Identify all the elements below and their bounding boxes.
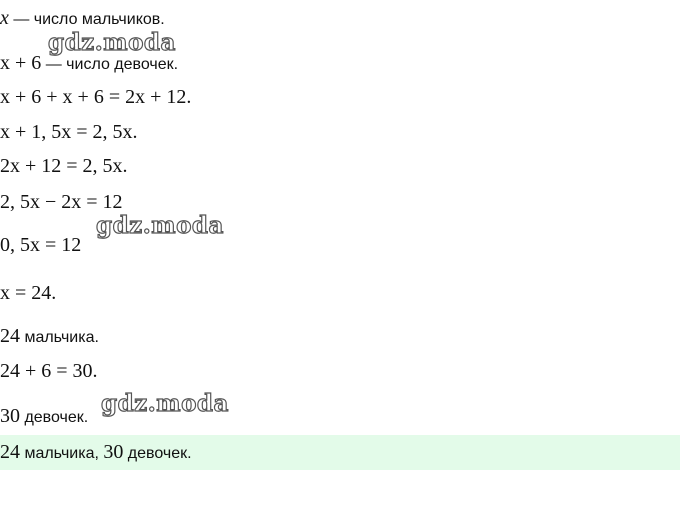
line-sum-equation: x + 6 + x + 6 = 2x + 12.: [0, 86, 192, 108]
line-new-girls-equation: x + 1, 5x = 2, 5x.: [0, 121, 138, 143]
line-girls-count: [0, 405, 88, 429]
watermark: gdz.moda: [101, 390, 229, 417]
line-text: — число мальчиков.: [8, 11, 165, 28]
line-equation-result: 0, 5x = 12: [0, 234, 82, 256]
line-text: девочек.: [20, 409, 89, 426]
answer-boys-number: 24: [0, 441, 20, 463]
math-expression: 24: [0, 325, 20, 347]
answer-boys-label: мальчика,: [20, 445, 104, 462]
answer-girls-number: 30: [103, 441, 124, 463]
line-text: — число девочек.: [41, 56, 179, 73]
watermark: gdz.moda: [96, 212, 224, 239]
line-equation-simplify: 2, 5x − 2x = 12: [0, 191, 123, 213]
line-text: мальчика.: [20, 329, 99, 346]
math-expression: 30: [0, 405, 20, 427]
math-expression: x + 6: [0, 52, 42, 74]
line-solution-x: x = 24.: [0, 282, 57, 304]
line-girls-calculation: 24 + 6 = 30.: [0, 360, 98, 382]
line-boys-definition: [0, 7, 165, 31]
line-boys-count: [0, 325, 99, 349]
watermark: gdz.moda: [48, 29, 176, 56]
answer-highlight: [0, 435, 680, 470]
answer-text: [0, 441, 192, 465]
line-equation: 2x + 12 = 2, 5x.: [0, 155, 128, 177]
answer-girls-label: девочек.: [123, 445, 192, 462]
math-expression: x: [0, 7, 9, 29]
